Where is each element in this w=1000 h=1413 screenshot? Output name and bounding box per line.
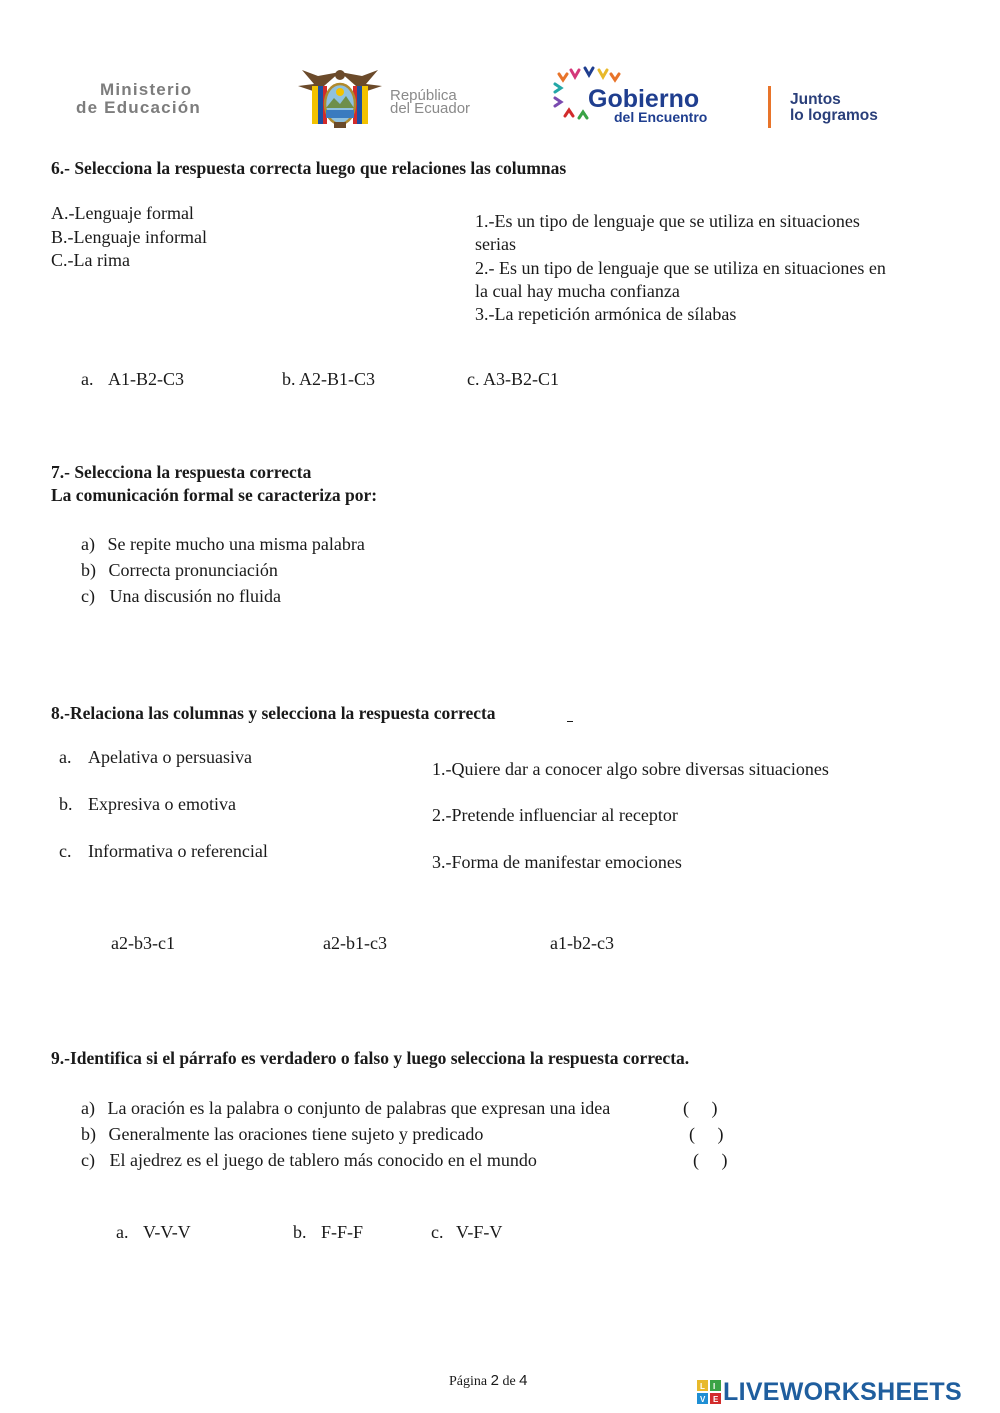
option-text: V-V-V xyxy=(143,1222,191,1242)
q9-title: 9.-Identifica si el párrafo es verdadero o falso y luego selecciona la respuesta correcta. xyxy=(51,1048,690,1068)
q8-title-underline xyxy=(567,721,573,722)
svg-text:V: V xyxy=(700,1395,706,1404)
ministerio-line2: de Educación xyxy=(76,98,201,117)
q8-option[interactable]: a1-b2-c3 xyxy=(550,933,614,953)
q7-option-c[interactable] xyxy=(81,585,281,608)
gobierno-subtitle: del Encuentro xyxy=(614,109,708,125)
q9-answer-blank[interactable]: ( ) xyxy=(689,1124,724,1144)
ministerio-line1: Ministerio xyxy=(100,80,193,99)
juntos-line2: lo logramos xyxy=(790,107,878,124)
q8-right-item: 3.-Forma de manifestar emociones xyxy=(432,852,682,872)
q8-title: 8.-Relaciona las columnas y selecciona la respuesta correcta xyxy=(51,703,496,723)
statement-letter: a) xyxy=(81,1098,95,1118)
item-text: Informativa o referencial xyxy=(88,841,268,861)
option-letter: b. xyxy=(282,369,296,389)
q9-statement xyxy=(81,1123,483,1146)
q9-answer-blank[interactable]: ( ) xyxy=(683,1098,718,1118)
q8-option[interactable]: a2-b3-c1 xyxy=(111,933,175,953)
q6-title: 6.- Selecciona la respuesta correcta luego que relaciones las columnas xyxy=(51,158,567,178)
page-of: de xyxy=(502,1374,516,1389)
option-text: A1-B2-C3 xyxy=(108,369,184,389)
juntos-line1: Juntos xyxy=(790,91,841,108)
gobierno-title: Gobierno xyxy=(588,85,700,113)
q7-title: 7.- Selecciona la respuesta correcta xyxy=(51,462,312,482)
option-letter: c. xyxy=(431,1222,444,1242)
option-text: F-F-F xyxy=(321,1222,364,1242)
statement-text: Generalmente las oraciones tiene sujeto y predicado xyxy=(108,1124,484,1144)
option-letter: a. xyxy=(81,369,94,389)
q8-right-item: 2.-Pretende influenciar al receptor xyxy=(432,805,678,825)
republica-line1: República xyxy=(390,87,457,104)
svg-text:L: L xyxy=(700,1382,705,1391)
item-text: Expresiva o emotiva xyxy=(88,794,236,814)
option-letter: b) xyxy=(81,560,96,580)
q9-answer-blank[interactable]: ( ) xyxy=(693,1150,728,1170)
q7-option-b[interactable] xyxy=(81,559,278,582)
header-divider xyxy=(768,86,771,128)
item-letter: b. xyxy=(59,794,73,814)
q6-option-b[interactable] xyxy=(282,368,375,391)
liveworksheets-logo-icon xyxy=(697,1380,721,1404)
q9-option-c[interactable] xyxy=(431,1221,502,1244)
q8-left-item xyxy=(59,840,268,863)
q6-option-c[interactable] xyxy=(467,368,559,391)
option-letter: b. xyxy=(293,1222,307,1242)
q9-option-a[interactable] xyxy=(116,1221,191,1244)
option-text: A3-B2-C1 xyxy=(483,369,560,389)
svg-text:I: I xyxy=(713,1382,716,1391)
option-letter: a) xyxy=(81,534,95,554)
statement-letter: b) xyxy=(81,1124,96,1144)
statement-text: La oración es la palabra o conjunto de palabras que expresan una idea xyxy=(107,1098,611,1118)
republica-line2: del Ecuador xyxy=(390,100,471,117)
q6-option-a[interactable] xyxy=(81,368,184,391)
q9-statement xyxy=(81,1149,537,1172)
page-total: 4 xyxy=(519,1372,528,1389)
option-letter: c. xyxy=(467,369,480,389)
q8-option[interactable]: a2-b1-c3 xyxy=(323,933,387,953)
item-text: Apelativa o persuasiva xyxy=(88,747,252,767)
option-text: Una discusión no fluida xyxy=(109,586,281,606)
q6-left-item: C.-La rima xyxy=(51,250,130,270)
option-text: Correcta pronunciación xyxy=(108,560,278,580)
q8-left-item xyxy=(59,746,252,769)
q9-statement xyxy=(81,1097,610,1120)
statement-letter: c) xyxy=(81,1150,95,1170)
svg-text:E: E xyxy=(713,1395,719,1404)
q6-right-item: la cual hay mucha confianza xyxy=(475,281,680,301)
option-letter: a. xyxy=(116,1222,129,1242)
q6-right-item: 2.- Es un tipo de lenguaje que se utiliza en situaciones en xyxy=(475,258,886,278)
q9-option-b[interactable] xyxy=(293,1221,363,1244)
item-letter: a. xyxy=(59,747,72,767)
option-text: V-F-V xyxy=(456,1222,503,1242)
option-text: Se repite mucho una misma palabra xyxy=(107,534,365,554)
page-current: 2 xyxy=(490,1372,499,1389)
q8-left-item xyxy=(59,793,236,816)
page-word: Página xyxy=(449,1374,488,1389)
q6-right-item: 1.-Es un tipo de lenguaje que se utiliza en situaciones xyxy=(475,211,860,231)
q7-subtitle: La comunicación formal se caracteriza por: xyxy=(51,485,378,505)
q6-left-item: A.-Lenguaje formal xyxy=(51,203,194,223)
q6-left-item: B.-Lenguaje informal xyxy=(51,227,207,247)
watermark-text: LIVEWORKSHEETS xyxy=(723,1378,962,1406)
q6-right-item: 3.-La repetición armónica de sílabas xyxy=(475,304,737,324)
q8-right-item: 1.-Quiere dar a conocer algo sobre diversas situaciones xyxy=(432,759,829,779)
option-letter: c) xyxy=(81,586,95,606)
ecuador-coat-of-arms-icon xyxy=(294,66,386,132)
item-letter: c. xyxy=(59,841,72,861)
q7-option-a[interactable] xyxy=(81,533,365,556)
statement-text: El ajedrez es el juego de tablero más conocido en el mundo xyxy=(109,1150,537,1170)
q6-right-item: serias xyxy=(475,234,516,254)
page-number xyxy=(449,1372,528,1390)
option-text: A2-B1-C3 xyxy=(299,369,376,389)
